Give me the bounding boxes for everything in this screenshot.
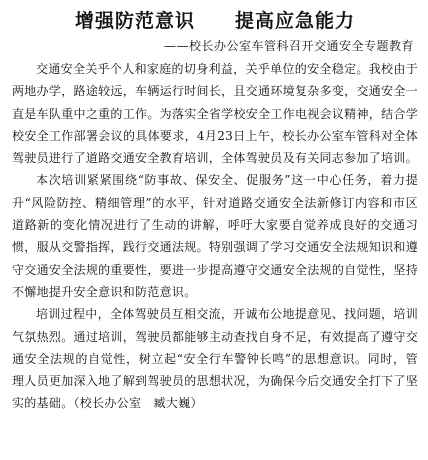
article-paragraph-3: 培训过程中，全体驾驶员互相交流，开诚布公地提意见、找问题，培训气氛热烈。通过培训，驾驶员都能够主动查找自身不足，有效提高了遵守交通安全法规的自觉性，树立起“安全行车警钟长鸣”的思想意识。同时，管理人员更加深入地了解到驾驶员的思想状况，为确保今后交通安全打下了坚实的基础。（校长办公室 臧大巍） <box>12 307 418 411</box>
article-paragraph-1: 交通安全关乎个人和家庭的切身利益，关乎单位的安全稳定。我校由于两地办学，路途较远，车辆运行时间长，且交通环境复杂多变，交通安全一直是车队重中之重的工作。为落实全省学校安全工作电视会议精神，结合学校安全工作部署会议的具体要求，4月23日上午，校长办公室车管科对全体驾驶员进行了道路交通安全教育培训，全体驾驶员及有关同志参加了培训。 <box>12 62 418 166</box>
article-paragraph-2: 本次培训紧紧围绕“防事故、保安全、促服务”这一中心任务，着力提升“风险防控、精细管理”的水平，针对道路交通安全法新修订内容和市区道路新的变化情况进行了生动的讲解，呼吁大家要自觉养成良好的交通习惯，服从交警指挥，践行交通法规。特别强调了学习交通安全法规知识和遵守交通安全法规的重要性，要进一步提高遵守交通安全法规的自觉性，坚持不懈地提升安全意识和防范意识。 <box>12 173 418 299</box>
article-title: 增强防范意识 提高应急能力 <box>74 10 355 32</box>
article-subtitle: ——校长办公室车管科召开交通安全专题教育 <box>163 39 414 53</box>
